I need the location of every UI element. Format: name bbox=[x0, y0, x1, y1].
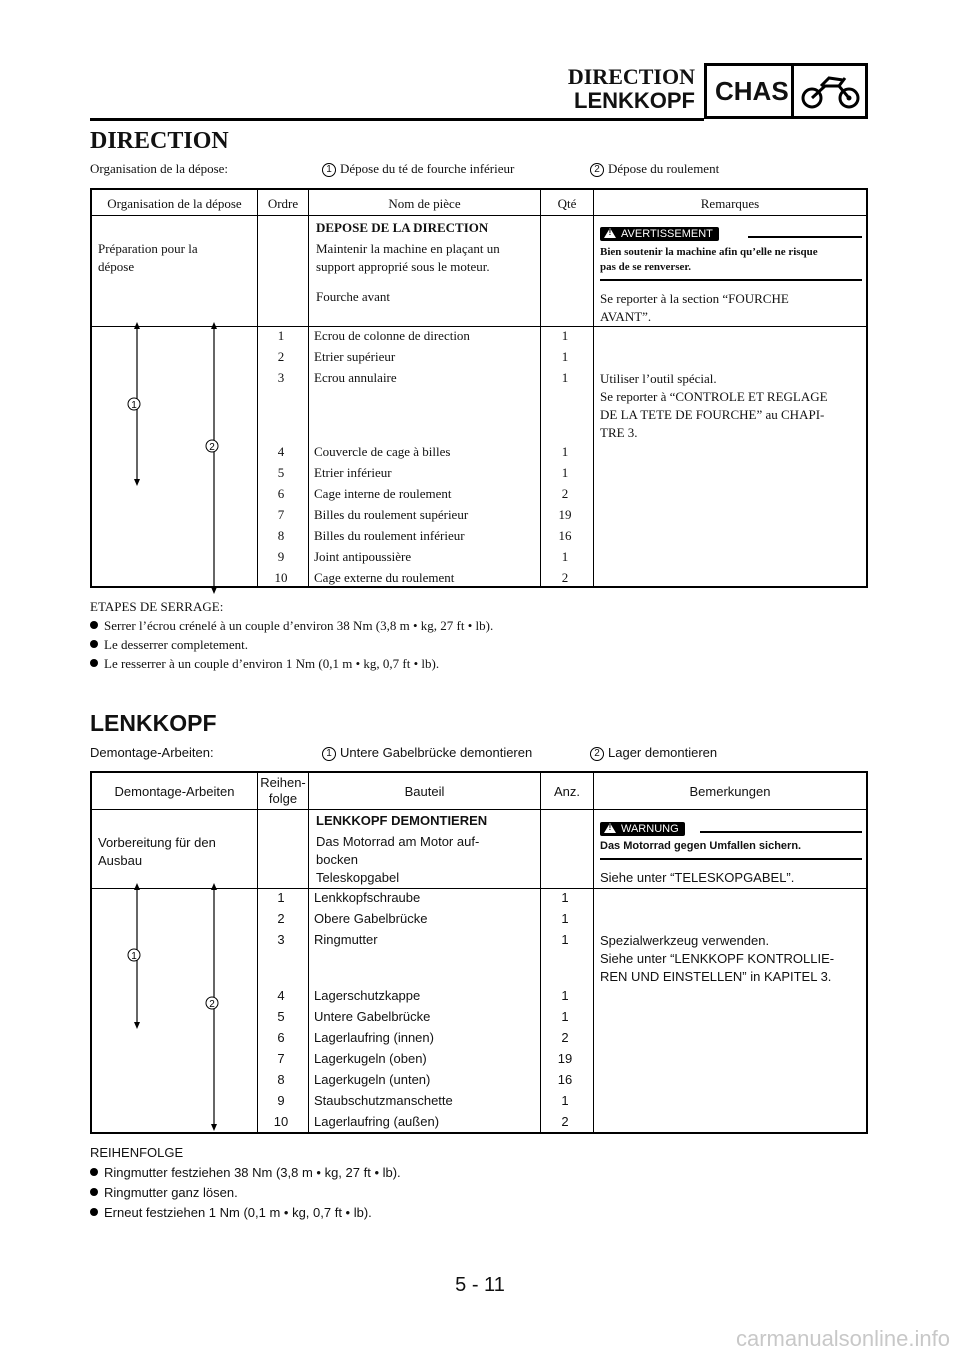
warning-box-de bbox=[600, 819, 862, 860]
org-step2-fr: Dépose du roulement bbox=[608, 161, 720, 176]
col-header: Demontage-Arbeiten bbox=[114, 784, 235, 799]
svg-text:2: 2 bbox=[209, 999, 215, 1010]
col-header: Nom de pièce bbox=[388, 196, 461, 211]
chapter-tab bbox=[704, 63, 868, 119]
chapter-tag: CHAS bbox=[715, 76, 789, 106]
col-header: Qté bbox=[557, 196, 577, 211]
col-header: Anz. bbox=[553, 784, 580, 799]
org-step1-fr: Dépose du té de fourche inférieur bbox=[340, 161, 515, 176]
step-marker-1: 1 bbox=[322, 747, 336, 761]
org-label-fr: Organisation de la dépose: bbox=[90, 161, 229, 176]
prep-item1-de: Das Motorrad am Motor auf- bocken bbox=[316, 834, 480, 867]
warning-badge-fr: ! AVERTISSEMENT bbox=[600, 227, 719, 241]
warning-badge-de: ! WARNUNG bbox=[600, 822, 685, 836]
step-marker-1: 1 bbox=[322, 163, 336, 177]
warning-box-fr bbox=[600, 224, 862, 281]
list-item: Ringmutter festziehen 38 Nm (3,8 m • kg, 27 ft • lb). bbox=[90, 1163, 401, 1183]
prep-item2-fr: Fourche avant bbox=[316, 289, 391, 304]
item3-remark-fr: Utiliser l’outil spécial. Se reporter à “CONTROLE ET REGLAGE DE LA TETE DE FOURCHE” au CHAPI- TRE 3. bbox=[600, 371, 828, 440]
col-header: Reihen- folge bbox=[260, 775, 306, 806]
list-item: Erneut festziehen 1 Nm (0,1 m • kg, 0,7 ft • lb). bbox=[90, 1203, 401, 1223]
col-header: Remarques bbox=[700, 196, 760, 211]
warning-text-fr: Bien soutenir la machine afin qu’elle ne risque pas de se renverser. bbox=[600, 246, 818, 273]
page-number: 5 - 11 bbox=[455, 1274, 505, 1296]
header-title-de: LENKKOPF bbox=[574, 88, 695, 113]
svg-text:1: 1 bbox=[131, 400, 137, 411]
svg-text:2: 2 bbox=[209, 442, 215, 453]
prep-heading-de: LENKKOPF DEMONTIEREN bbox=[316, 813, 488, 828]
org-label-de: Demontage-Arbeiten: bbox=[90, 745, 214, 760]
header-title-fr: DIRECTION bbox=[567, 64, 695, 89]
motorcycle-icon bbox=[799, 74, 863, 110]
step-marker-2: 2 bbox=[590, 163, 604, 177]
list-item: Ringmutter ganz lösen. bbox=[90, 1183, 401, 1203]
range-arrows-fr bbox=[120, 322, 230, 594]
list-item: Serrer l’écrou crénelé à un couple d’environ 38 Nm (3,8 m • kg, 27 ft • lb). bbox=[90, 616, 493, 635]
section-title-de: LENKKOPF bbox=[90, 710, 217, 736]
steps-title-fr: ETAPES DE SERRAGE: bbox=[90, 599, 224, 614]
section-title-fr: DIRECTION bbox=[90, 128, 229, 154]
warning-icon: ! bbox=[604, 228, 616, 238]
warning-icon: ! bbox=[604, 823, 616, 833]
step-marker-2: 2 bbox=[590, 747, 604, 761]
prep-remark-de: Siehe unter “TELESKOPGABEL”. bbox=[600, 870, 795, 885]
prep-heading-fr: DEPOSE DE LA DIRECTION bbox=[316, 220, 489, 235]
org-step2-de: Lager demontieren bbox=[608, 745, 718, 760]
org-line-de bbox=[90, 745, 870, 760]
list-item: Le resserrer à un couple d’environ 1 Nm (0,1 m • kg, 0,7 ft • lb). bbox=[90, 654, 493, 673]
steps-de bbox=[90, 1143, 401, 1223]
prep-item2-de: Teleskopgabel bbox=[316, 870, 400, 885]
steps-fr bbox=[90, 597, 493, 673]
prep-label-fr: Préparation pour la dépose bbox=[98, 241, 198, 274]
org-line-fr bbox=[90, 161, 870, 177]
org-step1-de: Untere Gabelbrücke demontieren bbox=[340, 745, 533, 760]
prep-remark-fr: Se reporter à la section “FOURCHE AVANT”. bbox=[600, 291, 789, 324]
watermark: carmanualsonline.info bbox=[735, 1326, 950, 1351]
item3-remark-de: Spezialwerkzeug verwenden. Siehe unter “LENKKOPF KONTROLLIE- REN UND EINSTELLEN” in KAPITEL 3. bbox=[600, 933, 835, 984]
col-header: Ordre bbox=[267, 196, 299, 211]
col-header: Bemerkungen bbox=[689, 784, 771, 799]
range-arrows-de bbox=[120, 883, 230, 1131]
svg-text:1: 1 bbox=[131, 951, 137, 962]
list-item: Le desserrer completement. bbox=[90, 635, 493, 654]
col-header: Organisation de la dépose bbox=[107, 196, 242, 211]
warning-text-de: Das Motorrad gegen Umfallen sichern. bbox=[600, 840, 802, 852]
prep-label-de: Vorbereitung für den Ausbau bbox=[98, 835, 216, 868]
prep-item1-fr: Maintenir la machine en plaçant un support approprié sous le moteur. bbox=[316, 241, 500, 274]
col-header: Bauteil bbox=[404, 784, 445, 799]
steps-title-de: REIHENFOLGE bbox=[90, 1145, 184, 1160]
header-rule bbox=[90, 118, 704, 121]
